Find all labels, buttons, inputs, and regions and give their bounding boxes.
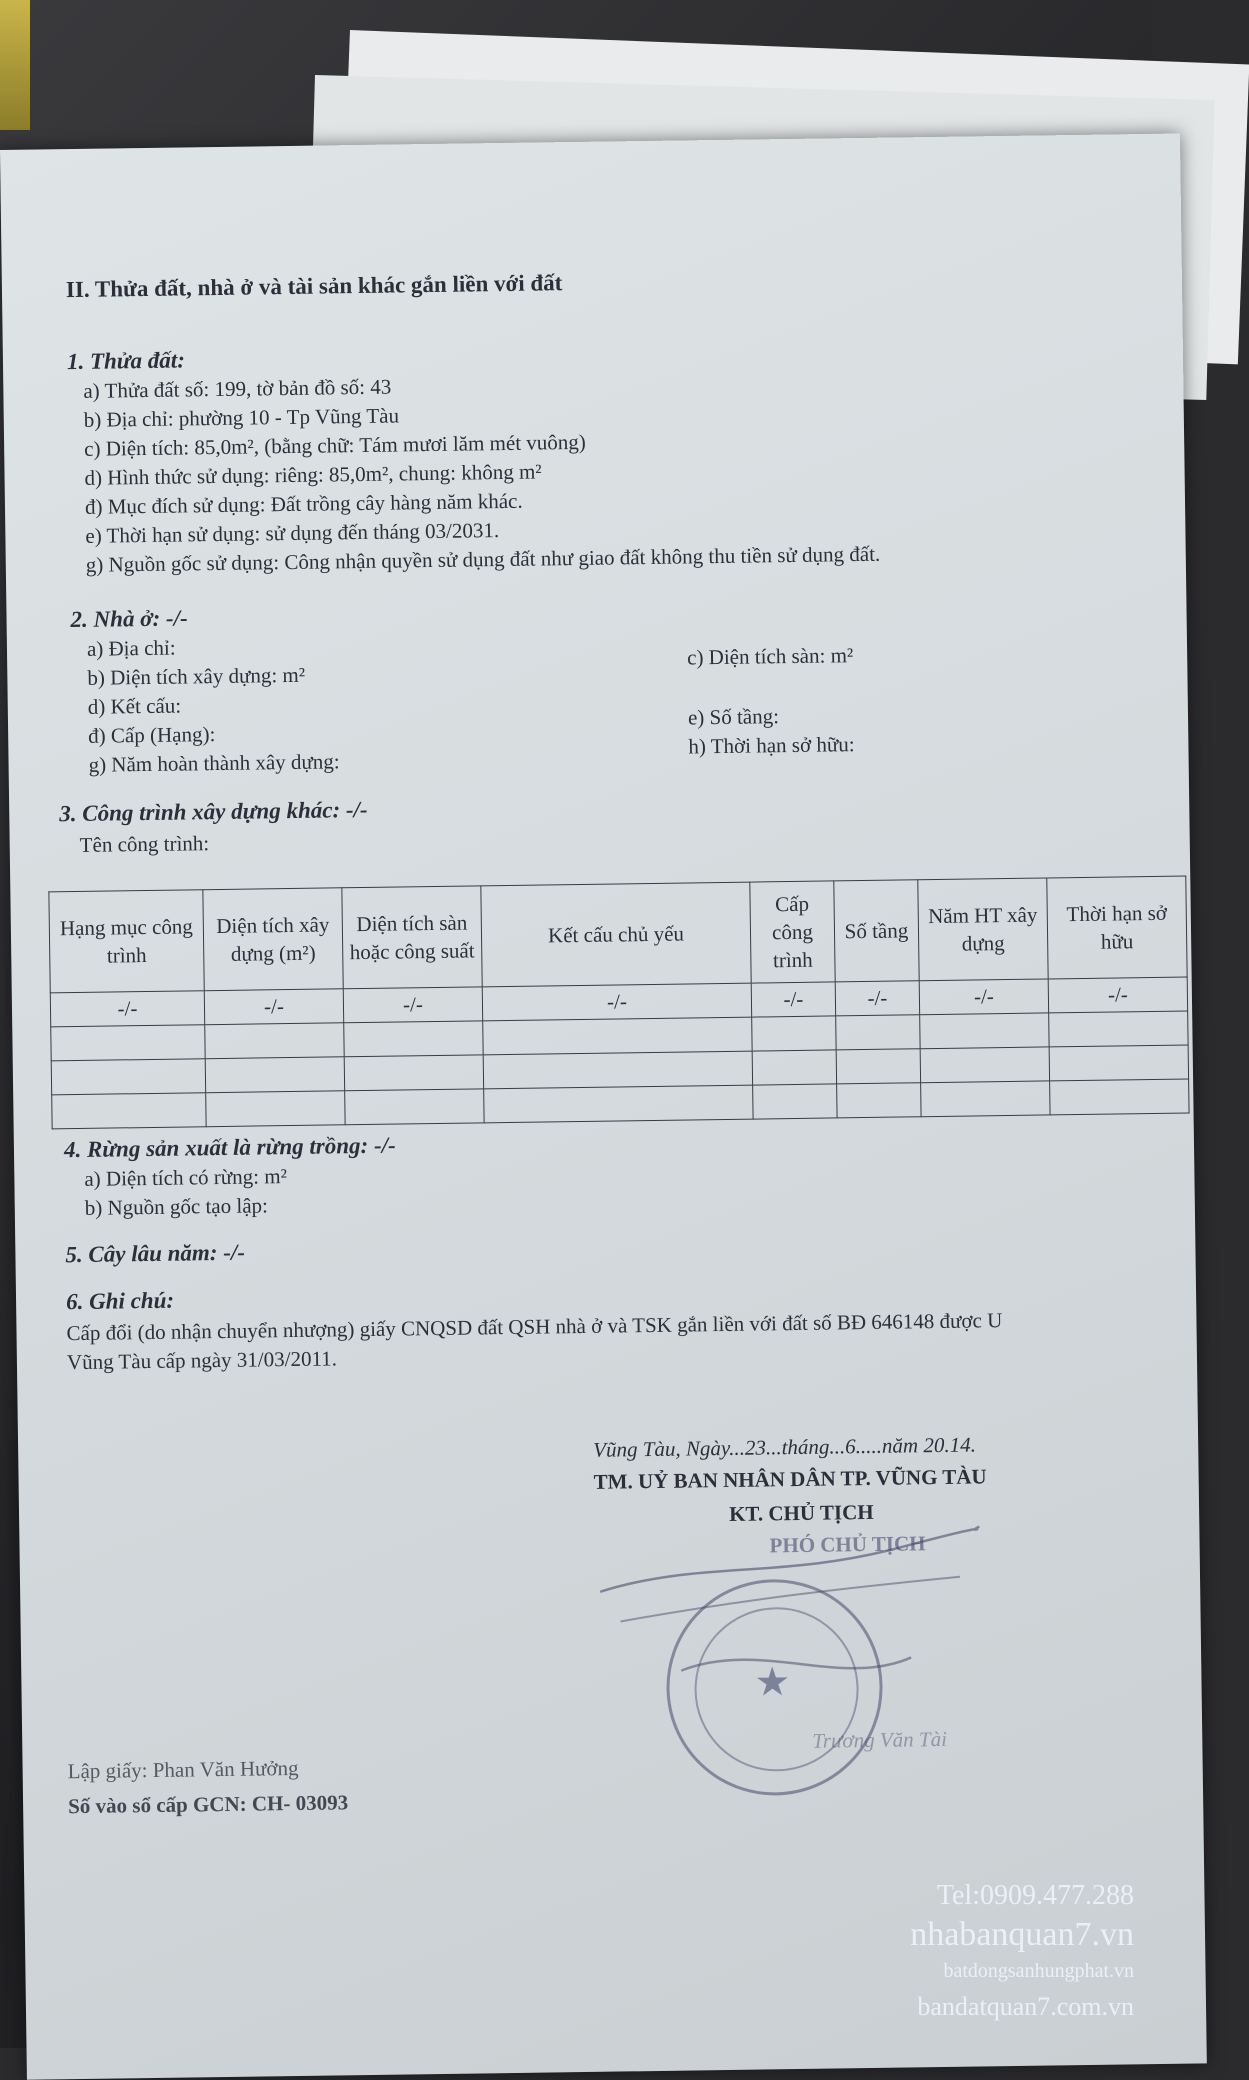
land-parcel: a) Thửa đất số: 199, tờ bản đồ số: 43 <box>83 374 392 403</box>
yellow-object <box>0 0 30 130</box>
land-usage-form: d) Hình thức sử dụng: riêng: 85,0m², chung: không m² <box>84 459 542 490</box>
house-address: a) Địa chỉ: <box>86 635 176 661</box>
forest-origin: b) Nguồn gốc tạo lập: <box>84 1193 269 1220</box>
header-floor-area: Diện tích sàn hoặc công suất <box>342 886 482 989</box>
forest-title: 4. Rừng sản xuất là rừng trồng: -/- <box>63 1132 396 1163</box>
table-cell: -/- <box>835 981 919 1016</box>
star-icon: ★ <box>754 1659 791 1705</box>
land-origin: g) Nguồn gốc sử dụng: Công nhận quyền sử dụng đất như giao đất không thu tiền sử dụng đất. <box>85 541 881 577</box>
prepared-by: Lập giấy: Phan Văn Hưởng <box>67 1755 299 1784</box>
house-completion-year: g) Năm hoàn thành xây dựng: <box>88 749 340 777</box>
house-title: 2. Nhà ở: -/- <box>70 605 188 633</box>
table-cell: -/- <box>1048 977 1187 1013</box>
land-area: c) Diện tích: 85,0m², (bằng chữ: Tám mươi lăm mét vuông) <box>84 429 586 461</box>
table-cell: -/- <box>751 982 835 1017</box>
header-build-area: Diện tích xây dựng (m²) <box>203 888 343 991</box>
table-header-row <box>49 876 1187 993</box>
watermark-site-2: batdongsanhungphat.vn <box>943 1960 1134 1982</box>
watermark-site-3: bandatquan7.com.vn <box>917 1992 1134 2021</box>
house-build-area: b) Diện tích xây dựng: m² <box>87 662 306 690</box>
construction-name-label: Tên công trình: <box>79 831 210 857</box>
register-number: Số vào sổ cấp GCN: CH- 03093 <box>67 1790 349 1819</box>
signing-deputy: PHÓ CHỦ TỊCH <box>769 1531 926 1558</box>
table-cell: -/- <box>482 983 751 1021</box>
table-cell: -/- <box>204 989 343 1025</box>
forest-area: a) Diện tích có rừng: m² <box>84 1164 288 1191</box>
header-structure: Kết cấu chủ yếu <box>481 882 751 987</box>
construction-title: 3. Công trình xây dựng khác: -/- <box>59 796 368 827</box>
land-term: e) Thời hạn sử dụng: sử dụng đến tháng 03/2031. <box>85 518 500 548</box>
house-floor-area: c) Diện tích sàn: m² <box>686 643 854 670</box>
signing-position: KT. CHỦ TỊCH <box>728 1499 874 1526</box>
notes-title: 6. Ghi chú: <box>65 1287 175 1315</box>
table-cell: -/- <box>50 991 204 1027</box>
house-floors: e) Số tầng: <box>687 704 780 730</box>
land-address: b) Địa chỉ: phường 10 - Tp Vũng Tàu <box>83 403 400 432</box>
header-year: Năm HT xây dựng <box>918 878 1048 981</box>
perennial-title: 5. Cây lâu năm: -/- <box>65 1239 246 1268</box>
section-title: II. Thửa đất, nhà ở và tài sản khác gắn liền với đất <box>65 270 563 303</box>
construction-table <box>48 876 1189 1130</box>
signing-date: Vũng Tàu, Ngày...23...tháng...6.....năm 20.14. <box>593 1432 977 1462</box>
notes-line-2: Vũng Tàu cấp ngày 31/03/2011. <box>66 1346 338 1375</box>
table-cell: -/- <box>343 987 482 1023</box>
header-item: Hạng mục công trình <box>49 890 204 993</box>
header-floors: Số tầng <box>834 880 919 982</box>
notes-line-1: Cấp đổi (do nhận chuyển nhượng) giấy CNQSD đất QSH nhà ở và TSK gắn liền với đất số BĐ 646148 được U <box>66 1308 1003 1346</box>
signature-scribble <box>579 1516 1003 1802</box>
house-structure: d) Kết cấu: <box>87 693 182 719</box>
watermark-phone: Tel:0909.477.288 <box>936 1880 1134 1911</box>
signer-name: Trương Văn Tài <box>812 1726 948 1753</box>
table-cell: -/- <box>919 979 1048 1015</box>
watermark-site-1: nhabanquan7.vn <box>910 1916 1134 1953</box>
certificate-page <box>0 134 1207 2080</box>
land-title: 1. Thửa đất: <box>66 347 186 375</box>
house-ownership-term: h) Thời hạn sở hữu: <box>688 732 855 759</box>
land-purpose: đ) Mục đích sử dụng: Đất trồng cây hàng năm khác. <box>84 488 523 519</box>
header-term: Thời hạn sở hữu <box>1047 876 1187 979</box>
signing-authority: TM. UỶ BAN NHÂN DÂN TP. VŨNG TÀU <box>593 1464 987 1494</box>
header-grade: Cấp công trình <box>750 881 835 983</box>
house-grade: đ) Cấp (Hạng): <box>88 722 216 748</box>
